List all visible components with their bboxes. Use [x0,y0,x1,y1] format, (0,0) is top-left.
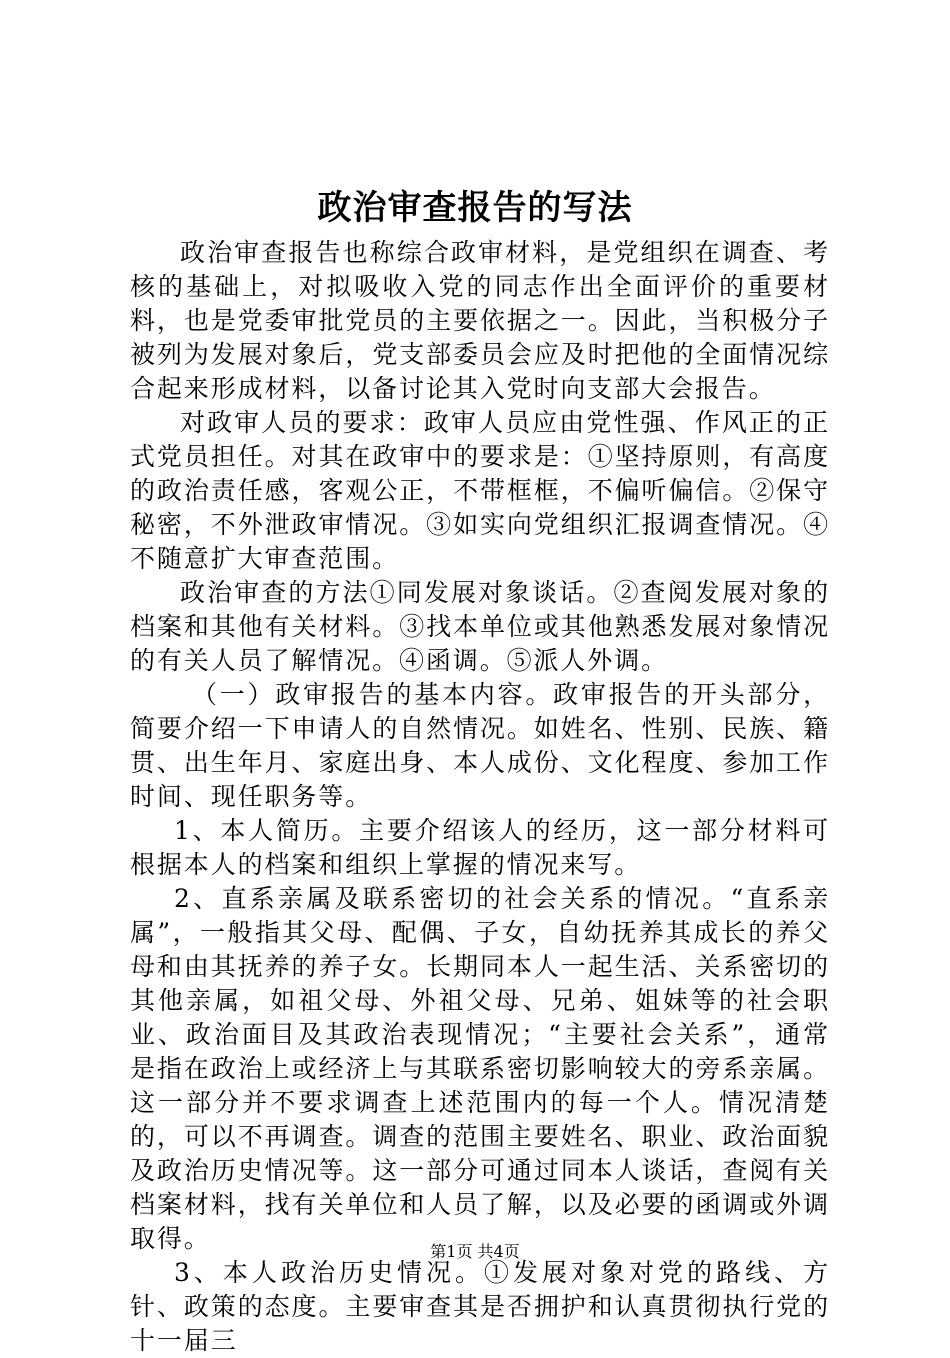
paragraph-basic-content: （一）政审报告的基本内容。政审报告的开头部分，简要介绍一下申请人的自然情况。如姓名、性别、民族、籍贯、出生年月、家庭出身、本人成份、文化程度、参加工作时间、现任职务等。 [130,680,830,811]
paragraph-reviewer-requirements: 对政审人员的要求：政审人员应由党性强、作风正的正式党员担任。对其在政审中的要求是：①坚持原则，有高度的政治责任感，客观公正，不带框框，不偏听偏信。②保守秘密，不外泄政审情况。③如实向党组织汇报调查情况。④不随意扩大审查范围。 [130,408,830,573]
page-number: 第1页 共4页 [430,1242,520,1261]
paragraph-relatives: 2、直系亲属及联系密切的社会关系的情况。“直系亲属”，一般指其父母、配偶、子女，自幼抚养其成长的养父母和由其抚养的养子女。长期同本人一起生活、关系密切的其他亲属，如祖父母、外祖父母、兄弟、姐妹等的社会职业、政治面目及其政治表现情况；“主要社会关系”，通常是指在政治上或经济上与其联系密切影响较大的旁系亲属。这一部分并不要求调查上述范围内的每一个人。情况清楚的，可以不再调查。调查的范围主要姓名、职业、政治面貌及政治历史情况等。这一部分可通过同本人谈话，查阅有关档案材料，找有关单位和人员了解，以及必要的函调或外调取得。 [130,884,830,1253]
paragraph-review-methods: 政治审查的方法①同发展对象谈话。②查阅发展对象的档案和其他有关材料。③找本单位或其他熟悉发展对象情况的有关人员了解情况。④函调。⑤派人外调。 [130,578,830,675]
paragraph-intro: 政治审查报告也称综合政审材料，是党组织在调查、考核的基础上，对拟吸收入党的同志作出全面评价的重要材料，也是党委审批党员的主要依据之一。因此，当积极分子被列为发展对象后，党支部委员会应及时把他的全面情况综合起来形成材料，以备讨论其入党时向支部大会报告。 [130,238,830,403]
paragraph-political-history: 3、本人政治历史情况。①发展对象对党的路线、方针、政策的态度。主要审查其是否拥护和认真贯彻执行党的十一届三 [130,1258,830,1355]
document-title: 政治审查报告的写法 [317,188,633,228]
paragraph-personal-history: 1、本人简历。主要介绍该人的经历，这一部分材料可根据本人的档案和组织上掌握的情况来写。 [130,816,830,879]
document-body [130,236,830,1358]
